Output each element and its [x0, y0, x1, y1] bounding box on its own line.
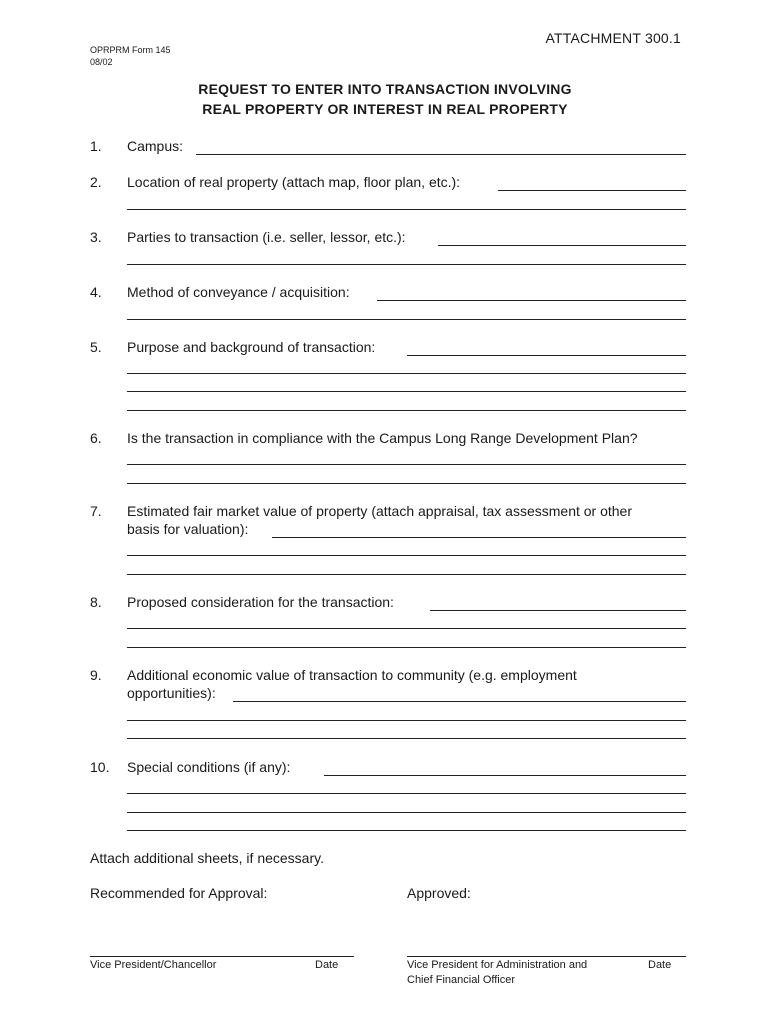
- attachment-label: ATTACHMENT 300.1: [545, 30, 681, 46]
- item-number: 2.: [90, 174, 102, 190]
- item-number: 10.: [90, 759, 110, 775]
- item-number: 7.: [90, 503, 102, 519]
- form-number: OPRPRM Form 145: [90, 45, 171, 55]
- campus-field[interactable]: [196, 154, 686, 155]
- economic-value-field-line[interactable]: [127, 738, 686, 739]
- item-label-parties: Parties to transaction (i.e. seller, lessor, etc.):: [127, 229, 406, 245]
- location-field[interactable]: [498, 190, 686, 191]
- special-conditions-field[interactable]: [324, 775, 686, 776]
- item-label-method: Method of conveyance / acquisition:: [127, 284, 350, 300]
- method-field[interactable]: [377, 300, 686, 301]
- page-title: [0, 79, 770, 119]
- consideration-field-line[interactable]: [127, 647, 686, 648]
- title-line-1: REQUEST TO ENTER INTO TRANSACTION INVOLVING: [198, 81, 572, 97]
- purpose-field[interactable]: [407, 355, 686, 356]
- recommended-label: Recommended for Approval:: [90, 885, 268, 901]
- item-number: 3.: [90, 229, 102, 245]
- market-value-field[interactable]: [272, 537, 686, 538]
- compliance-field-line[interactable]: [127, 483, 686, 484]
- item-label-market-value: Estimated fair market value of property (attach appraisal, tax assessment or other: [127, 503, 633, 519]
- form-date: 08/02: [90, 57, 113, 67]
- approved-label: Approved:: [407, 885, 471, 901]
- item-number: 8.: [90, 594, 102, 610]
- signature-line-right[interactable]: [407, 956, 686, 957]
- economic-value-field[interactable]: [233, 701, 686, 702]
- sig-right-title-line-2: Chief Financial Officer: [407, 974, 516, 986]
- item-label-special-conditions: Special conditions (if any):: [127, 759, 291, 775]
- sig-left-date: Date: [315, 959, 339, 971]
- item-label-purpose: Purpose and background of transaction:: [127, 339, 376, 355]
- sig-right-title-line-1: Vice President for Administration and: [407, 959, 588, 971]
- market-value-field-line[interactable]: [127, 555, 686, 556]
- consideration-field[interactable]: [430, 610, 686, 611]
- purpose-field-line[interactable]: [127, 373, 686, 374]
- item-number: 6.: [90, 430, 102, 446]
- sig-right-date: Date: [648, 959, 672, 971]
- special-conditions-field-line[interactable]: [127, 812, 686, 813]
- consideration-field-line[interactable]: [127, 628, 686, 629]
- item-label-consideration: Proposed consideration for the transaction:: [127, 594, 394, 610]
- economic-value-field-line[interactable]: [127, 720, 686, 721]
- sig-left-title: Vice President/Chancellor: [90, 959, 217, 971]
- market-value-field-line[interactable]: [127, 574, 686, 575]
- title-line-2: REAL PROPERTY OR INTEREST IN REAL PROPERTY: [202, 101, 568, 117]
- item-label-economic-value: Additional economic value of transaction to community (e.g. employment: [127, 667, 577, 683]
- method-field-line[interactable]: [127, 319, 686, 320]
- item-number: 4.: [90, 284, 102, 300]
- item-label-economic-value-cont: opportunities):: [127, 685, 216, 701]
- special-conditions-field-line[interactable]: [127, 830, 686, 831]
- item-label-location: Location of real property (attach map, floor plan, etc.):: [127, 174, 461, 190]
- parties-field[interactable]: [438, 245, 686, 246]
- item-label-campus: Campus:: [127, 138, 184, 154]
- location-field-line[interactable]: [127, 209, 686, 210]
- item-number: 5.: [90, 339, 102, 355]
- attach-note: Attach additional sheets, if necessary.: [90, 850, 324, 866]
- special-conditions-field-line[interactable]: [127, 793, 686, 794]
- item-label-market-value-cont: basis for valuation):: [127, 521, 249, 537]
- compliance-field-line[interactable]: [127, 464, 686, 465]
- item-number: 9.: [90, 667, 102, 683]
- purpose-field-line[interactable]: [127, 410, 686, 411]
- item-label-compliance: Is the transaction in compliance with the Campus Long Range Development Plan?: [127, 430, 638, 446]
- item-number: 1.: [90, 138, 102, 154]
- sig-right-title: [407, 958, 587, 988]
- purpose-field-line[interactable]: [127, 391, 686, 392]
- signature-line-left[interactable]: [90, 956, 354, 957]
- form-number-block: [90, 44, 171, 68]
- parties-field-line[interactable]: [127, 264, 686, 265]
